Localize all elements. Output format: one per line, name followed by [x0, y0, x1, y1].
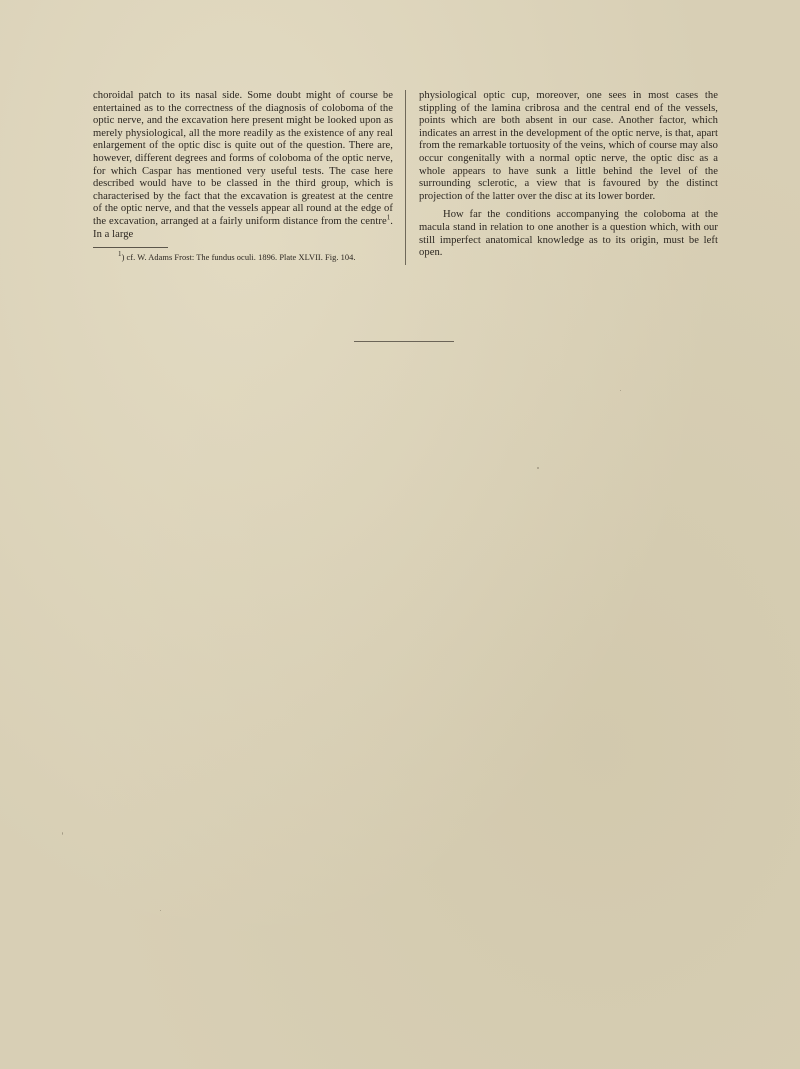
footnote: [93, 250, 393, 263]
right-column: [419, 90, 718, 260]
paper-speck: [62, 832, 63, 835]
paper-speck: [160, 910, 161, 911]
paper-speck: [537, 467, 539, 469]
left-paragraph: [93, 90, 393, 241]
section-end-rule: [354, 341, 454, 342]
paper-speck: [620, 390, 621, 391]
column-divider: [405, 90, 406, 265]
footnote-reference: 1: [386, 213, 391, 222]
footnote-marker: 1: [118, 250, 122, 259]
left-paragraph-text: choroidal patch to its nasal side. Some doubt might of course be entertained as to the correctness of the diagnosis of coloboma of the optic nerve, and the excavation here present might be looked upon as merely physiological, all the more readily as the existence of any real enlargement of the optic disc is quite out of the question. There are, however, different degrees and forms of coloboma of the optic nerve, for which Caspar has mentioned very useful tests. The case here described would have to be classed in the third group, which is characterised by the fact that the excavation is greatest at the centre of the optic nerve, and that the vessels appear all round at the edge of the excavation, arranged at a fairly uniform distance from the centre: [93, 90, 393, 227]
footnote-rule: [93, 247, 168, 248]
right-paragraph-2: How far the conditions accompanying the coloboma at the macula stand in relation to one another is a question which, with our still imperfect anatomical knowledge as to its origin, must be left open.: [419, 209, 718, 259]
right-paragraph-1: physiological optic cup, moreover, one sees in most cases the stippling of the lamina cribrosa and the central end of the vessels, points which are both absent in our case. Another factor, which indicates an arrest in the development of the optic nerve, is that, apart from the remarkable tortuosity of the veins, which of course may also occur congenitally with a normal optic nerve, the optic disc as a whole appears to have sunk a little behind the level of the surrounding sclerotic, a view that is favoured by the distinct projection of the latter over the disc at its lower border.: [419, 90, 718, 202]
footnote-text: ) cf. W. Adams Frost: The fundus oculi. 1896. Plate XLVII. Fig. 104.: [121, 253, 356, 263]
left-paragraph-tail: . In a large: [93, 215, 393, 240]
left-column: [93, 90, 393, 263]
